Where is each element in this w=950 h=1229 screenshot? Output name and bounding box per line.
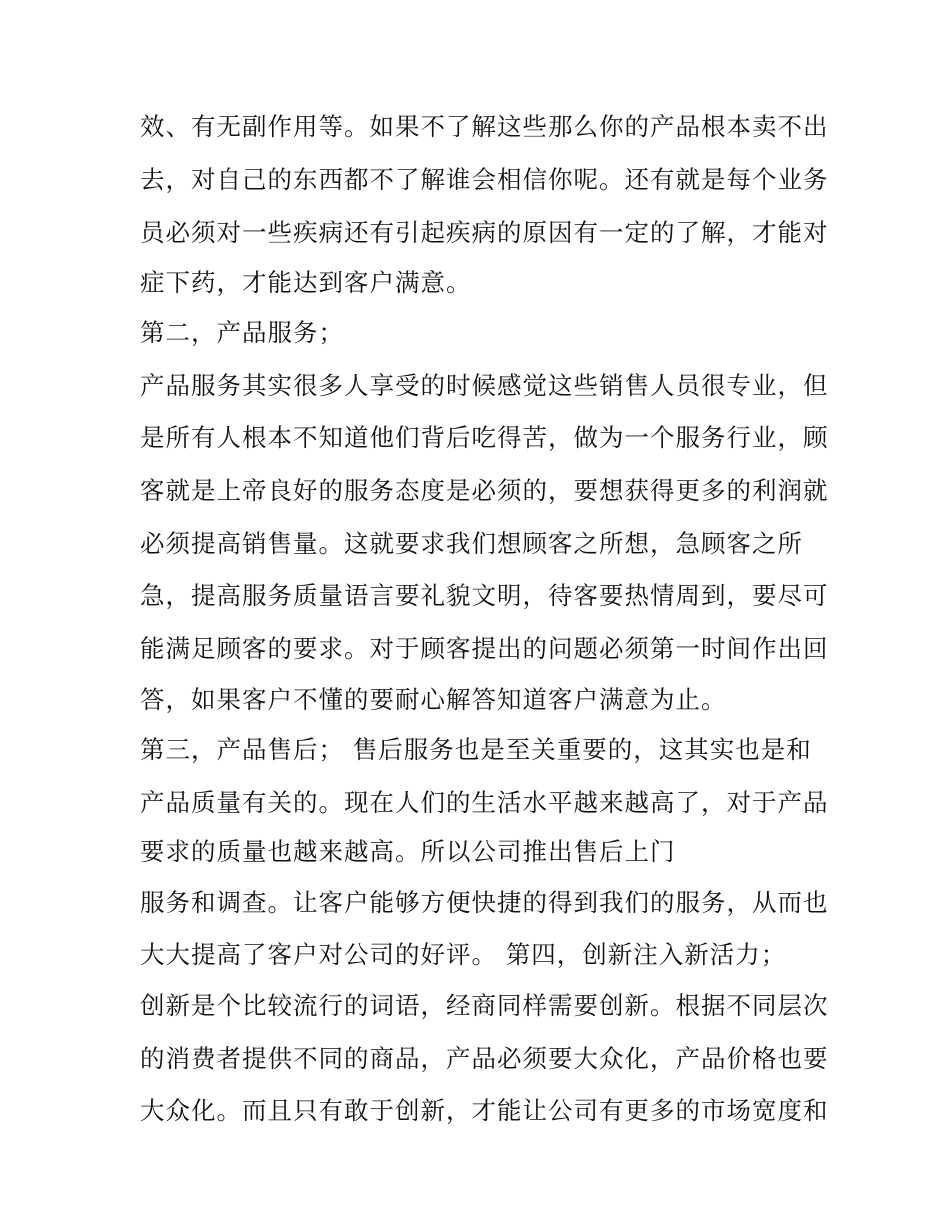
text-line: 去，对自己的东西都不了解谁会相信你呢。还有就是每个业务: [140, 165, 829, 194]
text-line: 员必须对一些疾病还有引起疾病的原因有一定的了解，才能对: [140, 218, 829, 247]
text-line: 大大提高了客户对公司的好评。 第四，创新注入新活力；: [140, 940, 787, 969]
text-line: 要求的质量也越来越高。所以公司推出售后上门: [140, 837, 676, 866]
text-line: 急，提高服务质量语言要礼貌文明，待客要热情周到，要尽可: [140, 581, 829, 610]
text-line: 是所有人根本不知道他们背后吃得苦，做为一个服务行业，顾: [140, 423, 829, 452]
text-line: 客就是上帝良好的服务态度是必须的，要想获得更多的利润就: [140, 476, 829, 505]
text-line: 症下药，才能达到客户满意。: [140, 268, 472, 297]
text-line: 产品质量有关的。现在人们的生活水平越来越高了，对于产品: [140, 788, 829, 817]
text-line: 必须提高销售量。这就要求我们想顾客之所想，急顾客之所: [140, 529, 803, 558]
text-line: 效、有无副作用等。如果不了解这些那么你的产品根本卖不出: [140, 112, 829, 141]
text-line: 第三，产品售后； 售后服务也是至关重要的，这其实也是和: [140, 735, 812, 764]
text-line: 的消费者提供不同的商品，产品必须要大众化，产品价格也要: [140, 1044, 829, 1073]
text-line: 产品服务其实很多人享受的时候感觉这些销售人员很专业，但: [140, 371, 829, 400]
text-line: 能满足顾客的要求。对于顾客提出的问题必须第一时间作出回: [140, 634, 829, 663]
text-line: 服务和调查。让客户能够方便快捷的得到我们的服务，从而也: [140, 888, 829, 917]
section-heading: 第二，产品服务；: [140, 318, 344, 347]
text-line: 答，如果客户不懂的要耐心解答知道客户满意为止。: [140, 685, 727, 714]
text-line: 大众化。而且只有敢于创新，才能让公司有更多的市场宽度和: [140, 1096, 829, 1125]
text-line: 创新是个比较流行的词语，经商同样需要创新。根据不同层次: [140, 991, 829, 1020]
